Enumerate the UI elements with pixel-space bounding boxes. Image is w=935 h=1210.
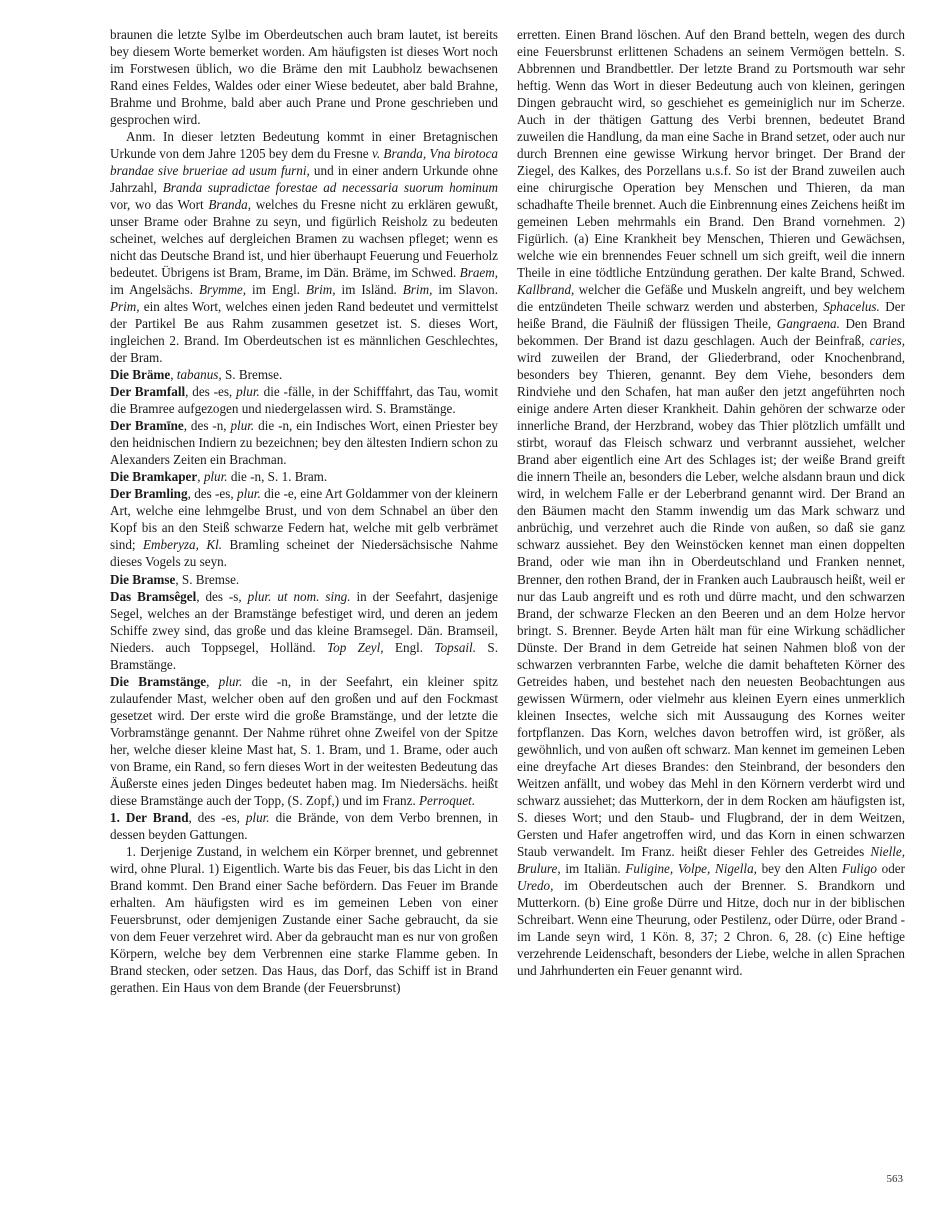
- italic-term: Emberyza, Kl.: [143, 537, 223, 553]
- entry-headword: Der Bramfall: [110, 384, 186, 400]
- italic-term: plur.: [230, 418, 255, 434]
- left-column-paragraph: [110, 26, 498, 128]
- italic-term: Fuligine, Volpe, Nigella,: [625, 860, 757, 876]
- text-run: braunen die letzte Sylbe im Oberdeutschen auch bram lautet, ist bereits bey diesem Worte bemerket worden. Am häufigsten ist dieses Wort noch im Forstwesen üblich, wo die Bräme den mit Laubholz bewachsenen Rand eines Feldes, Waldes oder einer Wiese bedeutet, aber bald Brahne, Brahme und Brohme, bald aber auch Prane und Prone geschrieben und gesprochen wird.: [110, 27, 498, 128]
- text-run: , des -es,: [185, 384, 237, 400]
- left-column-paragraph: [110, 571, 498, 588]
- left-column-paragraph: [110, 843, 498, 996]
- italic-term: Branda,: [208, 197, 252, 213]
- text-run: Der heiße Brand, die Fäulniß der flüssigen Theile,: [517, 299, 905, 332]
- text-run: die Brände, von dem Verbo brennen, in dessen beyden Gattungen.: [110, 809, 499, 842]
- left-column-paragraph: [110, 588, 498, 673]
- italic-term: plur.: [237, 486, 261, 502]
- left-column-paragraph: [110, 366, 498, 383]
- text-run: erretten. Einen Brand löschen. Auf den Brand betteln, wegen des durch eine Feuersbrunst erlittenen Schadens an seinem Vermögen betteln. S. Abbrennen und Brandbettler. Der letzte Brand zu Portsmouth war sehr heftig. Wenn das Wort in dieser Bedeutung auch von kleinen, geringen Dingen gebraucht wird, so geschiehet es gemeiniglich nur im Scherze. Auch in der thätigen Gattung des Verbi brennen, bedeutet Brand zuweilen die Handlung, da man eine Sache in Brand setzet, oder auch nur durch Brennen eine gewisse Wirkung hervor bringet. Der Brand der Ziegel, des Kalkes, des Porzellans u.s.f. So ist der Brand zuweilen auch eine chirurgische Operation bey Menschen und Thieren, da man schadhafte Theile brennet. Auch die Einbrennung eines Zeichens heißt im gemeinen Leben mehrmahls ein Brand. Den Brand vornehmen. 2) Figürlich. (a) Eine Krankheit bey Menschen, Thieren und Gewächsen, welche wie ein brennendes Feuer schnell um sich greift, weil die innern Theile in eine tödtliche Entzündung gerathen. Der kalte Brand, Schwed.: [517, 27, 906, 281]
- entry-headword: Die Bramkaper: [110, 469, 198, 485]
- italic-term: Topsail.: [434, 639, 476, 655]
- text-run: Den Brand bekommen. Der Brand ist dazu geschlagen. Auch der Beinfraß,: [517, 316, 905, 349]
- left-column-paragraph: [110, 383, 498, 417]
- text-run: oder: [876, 860, 905, 876]
- text-run: welcher die Gefäße und Muskeln angreift, und bey welchem die entzündeten Theile schwarz werden und absterben,: [517, 282, 905, 315]
- text-run: Anm. In dieser letzten Bedeutung kommt in einer Bretagnischen Urkunde von dem Jahre 1205 bey dem du Fresne: [110, 129, 498, 162]
- italic-term: Perroquet.: [419, 792, 476, 808]
- italic-term: plur.: [236, 384, 260, 400]
- italic-term: plur.: [203, 469, 228, 485]
- text-run: vor, wo das Wort: [110, 197, 209, 213]
- text-run: Engl.: [383, 639, 435, 655]
- text-run: im Italiän.: [560, 860, 626, 876]
- text-run: , S. Bremse.: [175, 571, 240, 587]
- italic-term: plur.: [245, 809, 270, 825]
- italic-term: Gangraena.: [776, 316, 840, 332]
- text-run: die -n, S. 1. Bram.: [227, 469, 328, 485]
- text-run: S. Bremse.: [221, 367, 283, 383]
- italic-term: Brymme,: [198, 282, 247, 298]
- italic-term: v. Branda, Vna birotoca brandae sive brueriae ad usum furni,: [110, 146, 498, 179]
- italic-term: tabanus,: [176, 367, 222, 383]
- text-run: ,: [170, 367, 177, 383]
- text-run: in der Seefahrt, dasjenige Segel, welches an der Bramstänge befestiget wird, und deren an jedem Schiffe zwey sind, das große und das kleine Bramsegel. Dän. Bramseil, Nieders. auch Toppsegel, Holländ.: [110, 588, 498, 655]
- text-run: , des -s,: [196, 588, 248, 604]
- left-column-paragraph: [110, 673, 498, 809]
- text-run: die -e, eine Art Goldammer von der kleinern Art, welche eine lehmgelbe Brust, und von dem Schnabel an über den Kopf bis an den Steiß schwarze Federn hat, welche mit gelb verbrämet sind;: [110, 486, 498, 553]
- text-run: 1. Derjenige Zustand, in welchem ein Körper brennet, und gebrennet wird, ohne Plural. 1) Eigentlich. Warte bis das Feuer, bis das Licht in den Brand kommt. Den Brand einer Sache befördern. Das Feuer im Brande erhalten. Am häufigsten wird es im gemeinen Leben von einer Feuersbrunst, oder demjenigen Zustande einer Sache gebraucht, da sie von dem Feuer verzehret wird. Aber da gebraucht man es nur von großen Körpern, welche bey dem Verbrennen eine starke Flamme geben. In Brand stecken, oder setzen. Das Haus, das Dorf, das Schiff ist in Brand gerathen. Ein Haus von dem Brande (der Feuersbrunst): [110, 843, 498, 995]
- italic-term: Uredo,: [517, 877, 554, 893]
- italic-term: plur. ut nom. sing.: [247, 588, 351, 604]
- italic-term: Kallbrand,: [517, 282, 575, 298]
- left-column-paragraph: [110, 417, 498, 468]
- entry-headword: Die Bramstänge: [110, 673, 207, 689]
- text-run: im Slavon.: [432, 282, 498, 298]
- entry-headword: Die Bräme: [110, 367, 171, 383]
- left-column-paragraph: [110, 468, 498, 485]
- entry-headword: Das Bramsêgel: [110, 588, 197, 604]
- text-run: im Angelsächs.: [110, 282, 199, 298]
- text-run: , des -es,: [187, 486, 237, 502]
- entry-headword: 1. Der Brand: [110, 809, 189, 825]
- right-column-paragraph: [517, 26, 905, 979]
- text-run: und in einer andern Urkunde ohne Jahrzahl,: [110, 163, 498, 196]
- text-run: ein altes Wort, welches einen jeden Rand bedeutet und vermittelst der Partikel Be aus Rahm zusammen gesetzet ist. S. dieses Wort, ingleichen 2. Brand. Im Oberdeutschen ist es männlichen Geschlechtes, der Bram.: [110, 299, 498, 366]
- entry-headword: Der Bramling: [110, 486, 188, 502]
- italic-term: Brim,: [305, 282, 336, 298]
- text-run: ,: [197, 469, 204, 485]
- left-column-paragraph: [110, 128, 498, 366]
- italic-term: Braem,: [459, 265, 498, 281]
- text-run: wird zuweilen der Brand, der Gliederbrand, oder Knochenbrand, besonders bey Thieren, genannt. Bey dem Viehe, besonders dem Rindviehe und den Schafen, hat man außer den jetzt angeführten noch einige andere Arten dieser Krankheit. Dahin gehören der schwarze oder innerliche Brand, der Herzbrand, wobey das Thier plötzlich umfällt und stirbt, worauf das Fleisch schwarz und verbrannt aussiehet, welcher Brand aber eigentlich eine Art des Schlages ist; der weiße Brand greift die innern Theile an, besonders die Leber, welche alsdann braun und dick wird, in welchem Falle er der Leberbrand genannt wird. Der Brand an den Bäumen macht den Stamm inwendig um das Mark schwarz und anbrüchig, und verzehret auch die Rinde von außen, so daß sie ganz schwarz aussiehet. Bey den Weinstöcken kennet man einen doppelten Brand, oder wie man ihn in Oberdeutschland und Franken nennet, Brenner, den rothen Brand, der in Franken auch Laubrausch heißt, weil er nur das Laub angreift und es roth und dürre macht, und den schwarzen Brand, der schwarze Flecken an den Beeren und an dem Holze hervor bringt. S. Brenner. Beyde Arten hält man für eine Wirkung schädlicher Dünste. Der Brand in dem Getreide hat seinen Nahmen bloß von der schwarzen verbrannten Farbe, welche die damit behafteten Körner des Getreides haben, und bestehet nach den neuesten Beobachtungen aus gewissen Würmern, oder vielmehr aus kleinen Eyern eines unmerklich kleinen Insectes, welche sich mit Aussaugung des Kornes weiter fortpflanzen. Das Korn, welches davon betroffen wird, ist größer, als gewöhnlich, und von außen oft schwarz. Man kennet im gemeinen Leben eine dreyfache Art dieses Brandes: den Steinbrand, der besonders den Weitzen anfällt, und wobey das Mehl in den Körnern verderbt wird und schwarz aussiehet; das Mutterkorn, der in dem Rocken am häufigsten ist, S. dieses Wort; und den Staub- und Flugbrand, der in dem Weitzen, Gersten und Hafer angetroffen wird, und das Korn in einen schwarzen Staub verwandelt. Im Franz. heißt dieser Fehler des Getreides: [517, 350, 905, 859]
- text-run: im Isländ.: [335, 282, 403, 298]
- page-number: 563: [886, 1173, 903, 1185]
- italic-term: plur.: [218, 673, 243, 689]
- text-run: Bramling scheinet der Niedersächsische Nahme dieses Vogels zu seyn.: [110, 537, 499, 570]
- entry-headword: Die Bramse: [110, 571, 176, 587]
- text-run: , des -n,: [183, 418, 231, 434]
- right-column: [517, 26, 905, 979]
- text-run: bey den Alten: [756, 860, 842, 876]
- text-run: die -n, ein Indisches Wort, einen Priester bey den heidnischen Indiern zu bezeichnen; bey den ältesten Indiern schon zu Alexanders Zeiten ein Brachman.: [110, 418, 498, 468]
- text-run: die -fälle, in der Schifffahrt, das Tau, womit die Bramree aufgezogen und niedergelassen wird. S. Bramstänge.: [110, 384, 498, 417]
- italic-term: Top Zeyl,: [327, 639, 384, 655]
- italic-term: Brim,: [402, 282, 433, 298]
- italic-term: Branda supradictae forestae ad necessaria suorum hominum: [162, 180, 498, 196]
- text-run: die -n, in der Seefahrt, ein kleiner spitz zulaufender Mast, welcher oben auf den großen und auf den Fockmast gesetzet wird. Der erste wird die große Bramstänge, und der letzte die Vorbramstänge genannt. Der Nahme rühret ohne Zweifel von der Spitze her, welche dieser kleine Mast hat, S. 1. Bram, und 1. Brame, oder auch von Brame, ein Rand, so fern dieses Wort in der weitesten Bedeutung das Äußerste eines jeden Dinges bedeutet haben mag. Im Niedersächs. heißt diese Bramstänge auch der Topp, (S. Zopf,) und im Franz.: [110, 673, 498, 808]
- text-run: S. Bramstänge.: [110, 639, 498, 672]
- italic-term: Fuligo: [841, 860, 877, 876]
- entry-headword: Der Bramīne: [110, 418, 184, 434]
- italic-term: Nielle, Brulure,: [517, 843, 905, 876]
- italic-term: caries,: [869, 333, 905, 349]
- left-column-paragraph: [110, 809, 498, 843]
- italic-term: Sphacelus.: [823, 299, 880, 315]
- text-run: im Engl.: [246, 282, 306, 298]
- left-column-paragraph: [110, 485, 498, 570]
- left-column: [110, 26, 498, 996]
- text-run: , des -es,: [188, 809, 246, 825]
- text-run: ,: [206, 673, 219, 689]
- italic-term: Prim,: [110, 299, 140, 315]
- text-run: im Oberdeutschen auch der Brenner. S. Brandkorn und Mutterkorn. (b) Eine große Dürre und Hitze, doch nur in der biblischen Schreibart. Wenn eine Theurung, oder Pestilenz, oder Dürre, oder Brand -im Lande seyn wird, 1 Kön. 8, 37; 2 Chron. 6, 28. (c) Eine heftige verzehrende Leidenschaft, besonders der Liebe, welche in allen Sprachen und Jahrhunderten ein Feuer genannt wird.: [517, 877, 905, 978]
- text-run: welches du Fresne nicht zu erklären gewußt, unser Brame oder Brahne zu seyn, und figürlich Reisholz zu bedeuten scheinet, welches auf dergleichen Bramen zu wachsen pfleget; wenn es nicht das Deutsche Brand ist, und hier überhaupt Feuerung und Feuerholz bedeutet. Übrigens ist Bram, Brame, im Dän. Bräme, im Schwed.: [110, 197, 499, 281]
